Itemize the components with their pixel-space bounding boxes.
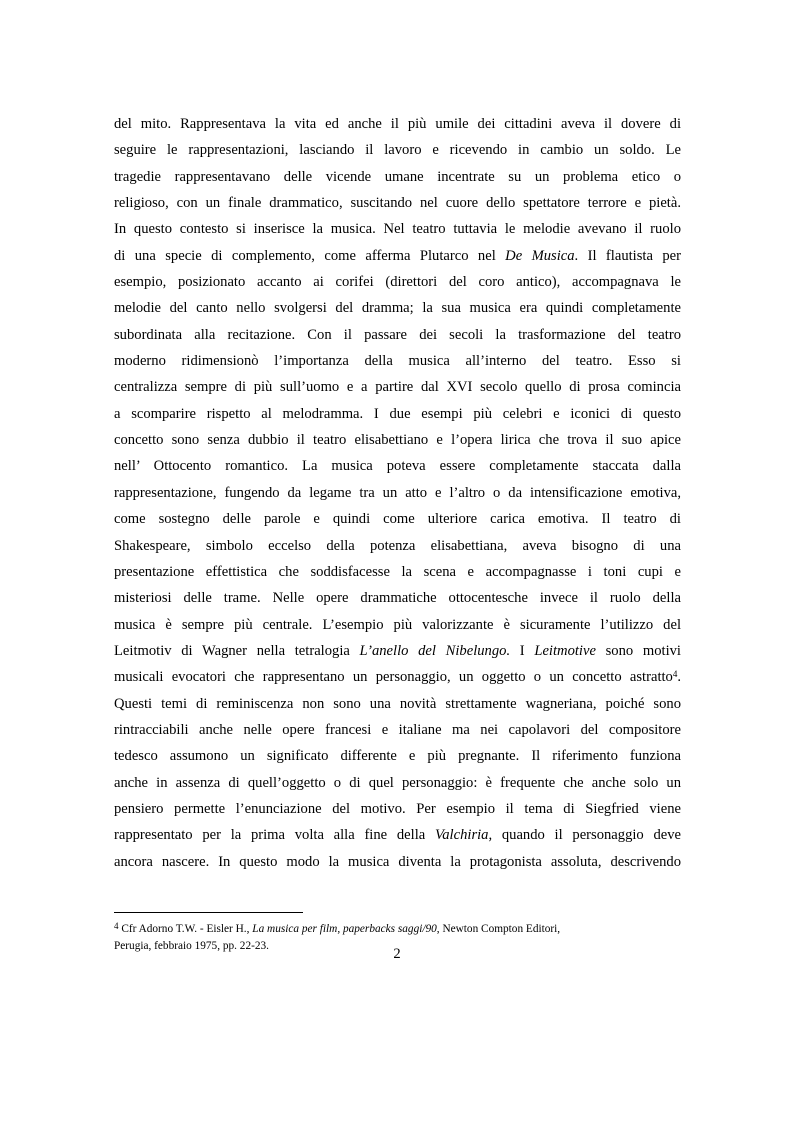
page-number: 2 <box>393 946 401 962</box>
text-line: centralizza sempre di più sull’uomo e a partire dal XVI secolo quello di prosa comincia <box>114 379 681 396</box>
italic-title: L’anello del Nibelungo. <box>359 642 511 659</box>
text-line: religioso, con un finale drammatico, suscitando nel cuore dello spettatore terrore e pietà. <box>114 195 681 212</box>
text-line: subordinata alla recitazione. Con il passare dei secoli la trasformazione del teatro <box>114 326 681 343</box>
text-line: melodie del canto nello svolgersi del dramma; la sua musica era quindi completamente <box>114 300 681 317</box>
text-line: tedesco assumono un significato differente e più pregnante. Il riferimento funziona <box>114 748 681 765</box>
text-line: di una specie di complemento, come afferma Plutarco nel De Musica. Il flautista per <box>114 247 681 264</box>
italic-title: De Musica <box>505 247 575 264</box>
text-line: nell’ Ottocento romantico. La musica poteva essere completamente staccata dalla <box>114 458 681 475</box>
body-text <box>114 111 681 875</box>
text-line: ancora nascere. In questo modo la musica diventa la protagonista assoluta, descrivendo <box>114 853 681 870</box>
italic-term: Leitmotive <box>534 642 596 659</box>
text-line: Leitmotiv di Wagner nella tetralogia L’anello del Nibelungo. I Leitmotive sono motivi <box>114 642 681 659</box>
text-line: In questo contesto si inserisce la musica. Nel teatro tuttavia le melodie avevano il ruolo <box>114 221 681 238</box>
text-line: misteriosi delle trame. Nelle opere drammatiche ottocentesche invece il ruolo della <box>114 590 681 607</box>
text-line: del mito. Rappresentava la vita ed anche il più umile dei cittadini aveva il dovere di <box>114 116 681 132</box>
italic-title: Valchiria, <box>434 827 493 844</box>
text-line: presentazione effettistica che soddisfacesse la scena e accompagnasse i toni cupi e <box>114 563 681 580</box>
footnote-reference: 4 <box>672 669 678 680</box>
text-line: concetto sono senza dubbio il teatro elisabettiano e l’opera lirica che trova il suo apice <box>114 432 681 449</box>
text-line: rappresentato per la prima volta alla fine della Valchiria, quando il personaggio deve <box>114 827 682 844</box>
text-line: rintracciabili anche nelle opere francesi e italiane ma nei capolavori del compositore <box>114 721 681 738</box>
text-line: rappresentazione, fungendo da legame tra un atto e l’altro o da intensificazione emotiva, <box>114 484 681 501</box>
footnote-italic-title: La musica per film, paperbacks saggi/90 <box>252 923 437 935</box>
text-line: a scomparire rispetto al melodramma. I due esempi più celebri e iconici di questo <box>114 405 681 422</box>
footnote-separator <box>114 912 303 913</box>
footnote-line: $^4$ Cfr Adorno T.W. - Eisler H., La musica per film, paperbacks saggi/90, Newton Compton Editori, <box>114 921 561 935</box>
text-line: seguire le rappresentazioni, lasciando il lavoro e ricevendo in cambio un soldo. Le <box>114 142 681 159</box>
text-line: musicali evocatori che rappresentano un personaggio, un oggetto o un concetto astratto$^4$. <box>114 669 681 686</box>
footnote-line: Perugia, febbraio 1975, pp. 22-23. <box>114 940 269 952</box>
text-line: pensiero permette l’enunciazione del motivo. Per esempio il tema di Siegfried viene <box>114 800 681 817</box>
text-line: musica è sempre più centrale. L’esempio più valorizzante è sicuramente l’utilizzo del <box>114 616 681 633</box>
text-line: esempio, posizionato accanto ai corifei (direttori del coro antico), accompagnava le <box>114 274 681 291</box>
text-line: anche in assenza di quell’oggetto o di quel personaggio: è frequente che anche solo un <box>114 774 681 791</box>
text-line: tragedie rappresentavano delle vicende umane incentrate su un problema etico o <box>114 168 681 185</box>
footnote-mark: 4 <box>114 921 119 931</box>
text-line: moderno ridimensionò l’importanza della musica all’interno del teatro. Esso si <box>114 353 681 370</box>
text-line: Shakespeare, simbolo eccelso della potenza elisabettiana, aveva bisogno di una <box>114 537 681 554</box>
text-line: Questi temi di reminiscenza non sono una novità strettamente wagneriana, poiché sono <box>114 695 681 712</box>
text-line: come sostegno delle parole e quindi come ulteriore carica emotiva. Il teatro di <box>114 511 681 528</box>
